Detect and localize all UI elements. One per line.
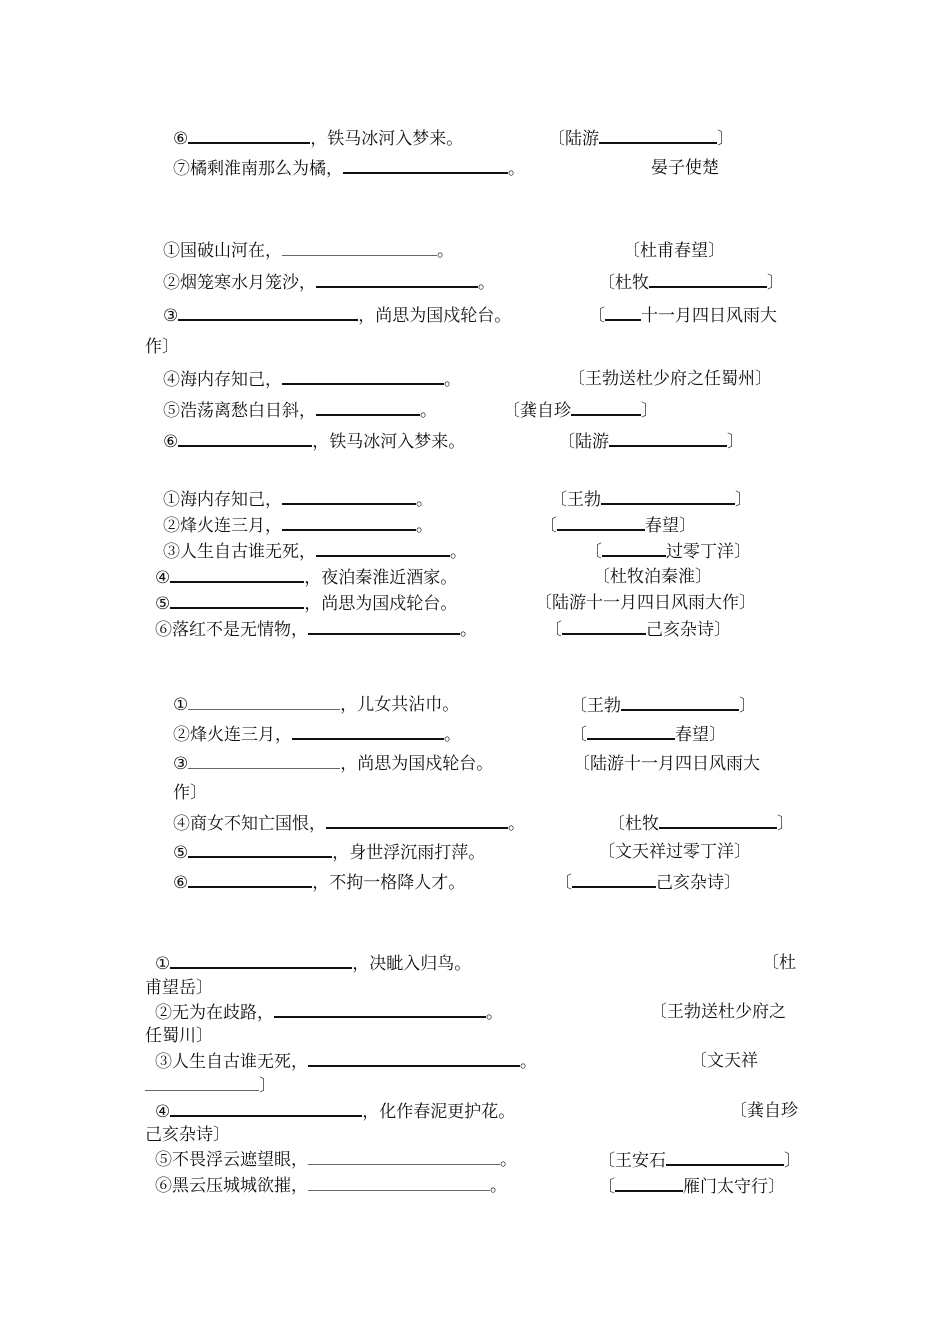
s4-source-3-wrap: 〕: [145, 1076, 276, 1096]
source-blank[interactable]: [571, 400, 641, 416]
source-blank[interactable]: [602, 541, 666, 557]
s2-line-6: ⑥落红不是无情物， 。: [155, 620, 477, 640]
s2-source-6: 〔 己亥杂诗〕: [545, 620, 731, 640]
source-blank[interactable]: [666, 1150, 784, 1166]
source-blank[interactable]: [599, 128, 717, 144]
answer-blank[interactable]: [170, 567, 304, 583]
item-number: ⑦: [173, 159, 190, 179]
answer-blank[interactable]: [308, 1051, 520, 1067]
s4-source-2-wrap: 任蜀川〕: [145, 1026, 213, 1046]
source-blank[interactable]: [615, 1176, 683, 1192]
s4-line-6: ⑥黑云压城城欲摧， 。: [155, 1176, 507, 1196]
s3-line-3: ③ ，尚思为国戍轮台。: [173, 754, 494, 774]
source-blank[interactable]: [587, 724, 675, 740]
s2-source-2: 〔 春望〕: [540, 516, 696, 536]
s3-source-1: 〔王勃 〕: [570, 696, 756, 716]
source-blank[interactable]: [659, 813, 777, 829]
s1-source-1: 〔杜甫春望〕: [623, 241, 725, 261]
s4-source-2: 〔王勃送杜少府之: [650, 1002, 786, 1022]
answer-blank[interactable]: [316, 272, 478, 288]
answer-blank[interactable]: [308, 1176, 490, 1191]
s3-line-1: ① ，儿女共沾巾。: [173, 695, 460, 715]
s1-line-4: ④海内存知己， 。: [163, 370, 461, 390]
verse-text: 橘剩淮南那么为橘，: [190, 159, 343, 179]
answer-blank[interactable]: [170, 953, 352, 969]
answer-blank[interactable]: [188, 842, 332, 858]
s3-line-2: ②烽火连三月， 。: [173, 725, 461, 745]
s2-line-1: ①海内存知己， 。: [163, 490, 433, 510]
s4-line-5: ⑤不畏浮云遮望眼， 。: [155, 1150, 517, 1170]
s4-source-5: 〔王安石 〕: [598, 1151, 801, 1171]
answer-blank[interactable]: [282, 515, 416, 531]
s4-source-1-wrap: 甫望岳〕: [145, 978, 213, 998]
source-blank[interactable]: [601, 489, 735, 505]
source-blank[interactable]: [621, 695, 739, 711]
s2-source-3: 〔 过零丁洋〕: [585, 542, 751, 562]
s1-source-4: 〔王勃送杜少府之任蜀州〕: [568, 369, 772, 389]
s3-line-5: ⑤ ，身世浮沉雨打萍。: [173, 843, 486, 863]
answer-blank[interactable]: [274, 1002, 486, 1018]
s1-line-5: ⑤浩荡离愁白日斜， 。: [163, 401, 437, 421]
s4-line-2: ②无为在歧路， 。: [155, 1003, 503, 1023]
s2-source-4: 〔杜牧泊秦淮〕: [593, 567, 712, 587]
s2-line-4: ④ ，夜泊秦淮近酒家。: [155, 568, 458, 588]
answer-blank[interactable]: [308, 1150, 500, 1165]
s1-source-3: 〔 十一月四日风雨大: [588, 306, 777, 326]
s0-source-7: 晏子使楚: [651, 158, 719, 178]
answer-blank[interactable]: [343, 158, 508, 174]
s4-source-1: 〔杜: [762, 953, 796, 973]
s4-line-3: ③人生自古谁无死， 。: [155, 1052, 537, 1072]
answer-blank[interactable]: [170, 593, 304, 609]
s2-line-2: ②烽火连三月， 。: [163, 516, 433, 536]
s4-source-4-wrap: 己亥杂诗〕: [145, 1125, 230, 1145]
s2-line-5: ⑤ ，尚思为国戍轮台。: [155, 594, 458, 614]
source-blank[interactable]: [145, 1076, 259, 1091]
s0-line-6: [173, 128, 463, 149]
source-blank[interactable]: [649, 272, 767, 288]
answer-blank[interactable]: [170, 1101, 362, 1117]
answer-blank[interactable]: [188, 695, 340, 710]
source-blank[interactable]: [609, 431, 727, 447]
source-blank[interactable]: [557, 515, 645, 531]
s3-line-6: ⑥ ，不拘一格降人才。: [173, 873, 466, 893]
s4-source-3: 〔文天祥: [690, 1051, 758, 1071]
answer-blank[interactable]: [326, 813, 508, 829]
s1-line-3: ③ ，尚思为国戍轮台。: [163, 306, 512, 326]
answer-blank[interactable]: [282, 489, 416, 505]
s1-source-3-wrap: 作〕: [145, 337, 179, 357]
source-blank[interactable]: [605, 305, 641, 321]
answer-blank[interactable]: [316, 541, 450, 557]
s1-source-6: 〔陆游 〕: [558, 432, 744, 452]
s3-source-4: 〔杜牧 〕: [608, 814, 794, 834]
answer-blank[interactable]: [308, 619, 460, 635]
s3-source-2: 〔 春望〕: [570, 725, 726, 745]
s2-source-1: 〔王勃 〕: [550, 490, 752, 510]
s4-source-4: 〔龚自珍: [730, 1101, 798, 1121]
answer-blank[interactable]: [188, 754, 340, 769]
item-number: ⑥: [173, 129, 189, 149]
s2-source-5: 〔陆游十一月四日风雨大作〕: [535, 593, 756, 613]
s3-line-4: ④商女不知亡国恨， 。: [173, 814, 525, 834]
answer-blank[interactable]: [316, 400, 420, 416]
s1-line-6: ⑥ ，铁马冰河入梦来。: [163, 432, 466, 452]
source-blank[interactable]: [572, 872, 656, 888]
answer-blank[interactable]: [292, 724, 444, 740]
s3-source-3: 〔陆游十一月四日风雨大: [573, 754, 760, 774]
s1-line-1: ①国破山河在， 。: [163, 241, 454, 261]
s1-line-2: ②烟笼寒水月笼沙， 。: [163, 273, 495, 293]
s1-source-2: 〔杜牧 〕: [598, 273, 784, 293]
s2-line-3: ③人生自古谁无死， 。: [163, 542, 467, 562]
s3-source-5: 〔文天祥过零丁洋〕: [598, 842, 751, 862]
s3-source-3-wrap: 作〕: [173, 783, 207, 803]
s4-line-1: ① ，决眦入归鸟。: [155, 954, 472, 974]
s4-line-4: ④ ，化作春泥更护花。: [155, 1102, 516, 1122]
s3-source-6: 〔 己亥杂诗〕: [555, 873, 741, 893]
answer-blank[interactable]: [282, 241, 437, 256]
answer-blank[interactable]: [188, 128, 310, 144]
s0-source-6: 〔陆游 〕: [548, 129, 734, 149]
answer-blank[interactable]: [178, 431, 312, 447]
s4-source-6: 〔 雁门太守行〕: [598, 1177, 785, 1197]
verse-text: ，铁马冰河入梦来。: [310, 129, 464, 149]
answer-blank[interactable]: [282, 369, 444, 385]
s1-source-5: 〔龚自珍 〕: [503, 401, 658, 421]
answer-blank[interactable]: [188, 872, 312, 888]
source-blank[interactable]: [562, 619, 646, 635]
s0-line-7: ⑦橘剩淮南那么为橘， 。: [173, 159, 525, 179]
answer-blank[interactable]: [178, 305, 358, 321]
